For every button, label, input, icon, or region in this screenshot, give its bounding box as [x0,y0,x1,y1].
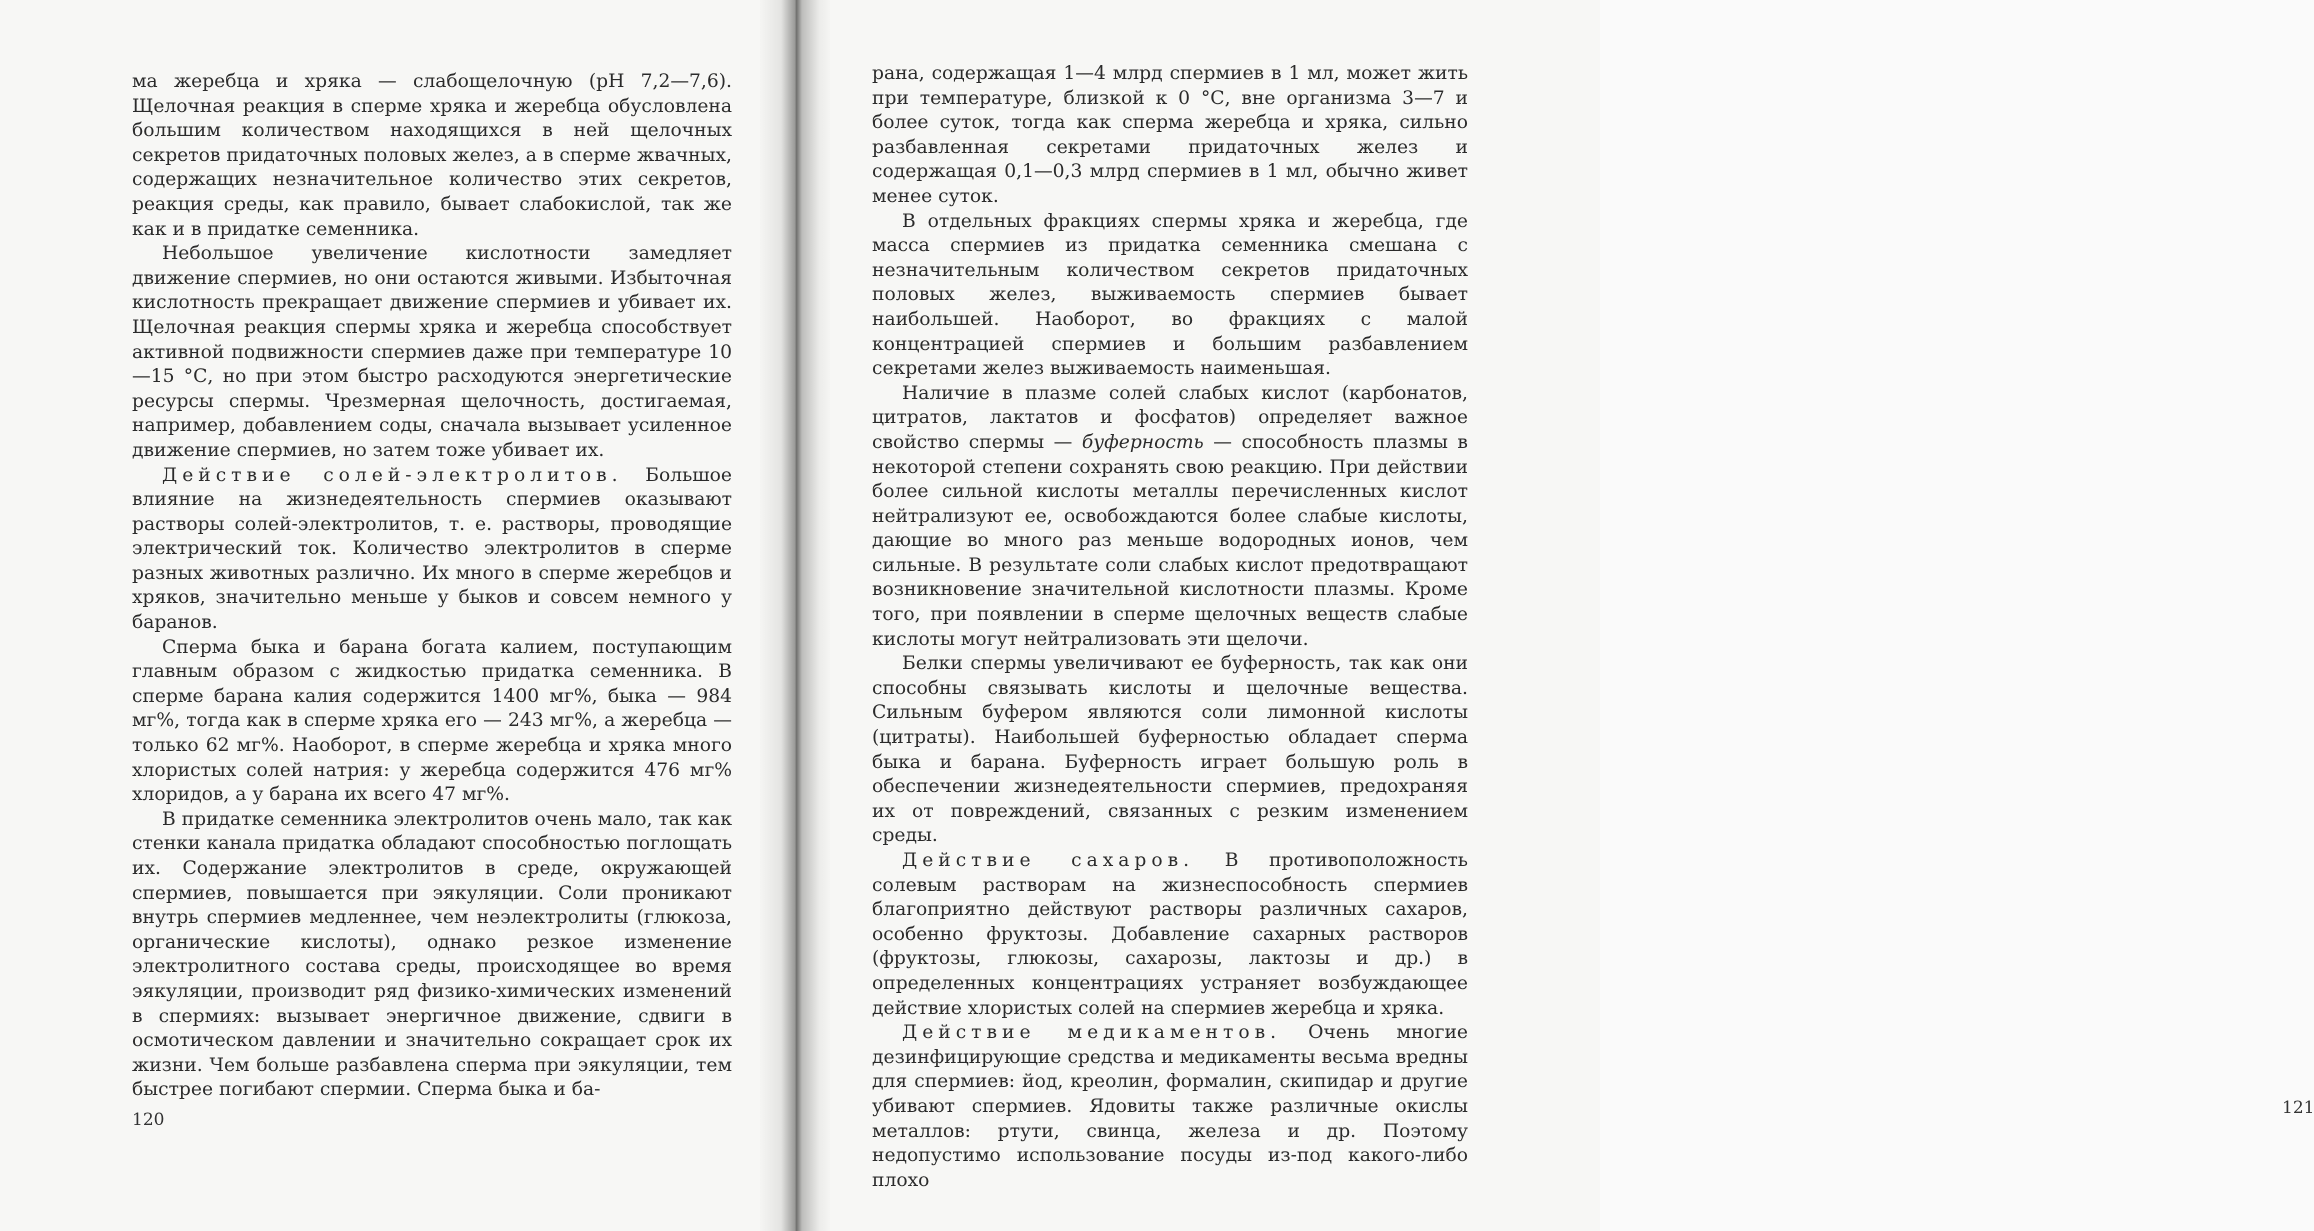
italic-term: буферность [1081,431,1204,453]
paragraph [132,464,732,636]
paragraph-body: В противоположность солевым растворам на жизнеспособность спермиев благоприятно действуют растворы различных сахаров, особенно фруктозы. Добавление сахарных растворов (фруктозы, глюкозы, сахарозы, лактозы и др.) в определенных концентрациях устраняет возбуждающее действие хлористых солей на спермиев жеребца и хряка. [872,850,1468,1019]
section-heading: Действие медикаментов. [902,1022,1282,1044]
heading-tail: Большое [645,464,732,486]
paragraph [872,1021,1468,1193]
right-page-text [872,62,1468,1193]
section-heading: Действие сахаров. [902,850,1195,871]
left-page-text [132,70,732,1103]
page-number: 120 [132,1110,165,1130]
paragraph: В отдельных фракциях спермы хряка и жеребца, где масса спермиев из придатка семенника смешана с незначительным количеством секретов придаточных половых желез, выживаемость спермиев бывает наибольшей. Наоборот, во фракциях с малой концентрацией спермиев и большим разбавлением секретами желез выживаемость наименьшая. [872,210,1468,380]
section-heading: Действие солей-электролитов. [162,464,623,486]
paragraph-body: влияние на жизнедеятельность спермиев оказывают растворы солей-электролитов, т. е. растворы, проводящие электрический ток. Количество электролитов в сперме разных животных различно. Их много в сперме жеребцов и хряков, значительно меньше у быков и совсем немного у баранов. [132,489,732,634]
paragraph-body: Наличие в плазме солей слабых кислот (карбонатов, цитратов, лактатов и фосфатов) определяет важное свойство спермы — [872,382,1468,453]
paragraph: Небольшое увеличение кислотности замедляет движение спермиев, но они остаются живыми. Избыточная кислотность прекращает движение спермиев и убивает их. Щелочная реакция спермы хряка и жеребца способствует активной подвижности спермиев даже при температуре 10—15 °С, но при этом быстро расходуются энергетические ресурсы спермы. Чрезмерная щелочность, достигаемая, например, добавлением соды, сначала вызывает усиленное движение спермиев, но затем тоже убивает их. [132,243,732,461]
paragraph: рана, содержащая 1—4 млрд спермиев в 1 мл, может жить при температуре, близкой к 0 °С, вне организма 3—7 и более суток, тогда как сперма жеребца и хряка, сильно разбавленная секретами придаточных желез и содержащая 0,1—0,3 млрд спермиев в 1 мл, обычно живет менее суток. [872,63,1468,207]
paragraph: Белки спермы увеличивают ее буферность, так как они способны связывать кислоты и щелочные вещества. Сильным буфером являются соли лимонной кислоты (цитраты). Наибольшей буферностью обладает сперма быка и барана. Буферность играет большую роль в обеспечении жизнедеятельности спермиев, предохраняя их от повреждений, связанных с резким изменением среды. [872,653,1468,847]
paragraph-body: — способность плазмы в некоторой степени сохранять свою реакцию. При действии более сильной кислоты металлы перечисленных кислот нейтрализуют ее, освобождаются более слабые кислоты, дающие во много раз меньше водородных ионов, чем сильные. В результате соли слабых кислот предотвращают возникновение значительной кислотности плазмы. Кроме того, при появлении в сперме щелочных веществ слабые кислоты могут нейтрализовать эти щелочи. [872,431,1468,650]
left-page [0,0,790,1231]
paragraph: Сперма быка и барана богата калием, поступающим главным образом с жидкостью придатка семенника. В сперме барана калия содержится 1400 мг%, быка — 984 мг%, тогда как в сперме хряка его — 243 мг%, а жеребца — только 62 мг%. Наоборот, в сперме жеребца и хряка много хлористых солей натрия: у жеребца содержится 476 мг% хлоридов, а у барана их всего 47 мг%. [132,636,732,806]
paragraph-body: Очень многие дезинфицирующие средства и медикаменты весьма вредны для спермиев: йод, креолин, формалин, скипидар и другие убивают спермиев. Ядовиты также различные окислы металлов: ртути, свинца, железа и др. Поэтому недопустимо использование посуды из-под какого-либо плохо [872,1022,1468,1191]
paragraph [872,849,1468,1021]
paragraph [872,382,1468,653]
paragraph: В придатке семенника электролитов очень мало, так как стенки канала придатка обладают способностью поглощать их. Содержание электролитов в среде, окружающей спермиев, повышается при эякуляции. Соли проникают внутрь спермиев медленнее, чем неэлектролиты (глюкоза, органические кислоты), однако резкое изменение электролитного состава среды, происходящее во время эякуляции, производит ряд физико-химических изменений в спермиях: вызывает энергичное движение, сдвиги в осмотическом давлении и значительно сокращает срок их жизни. Чем больше разбавлена сперма при эякуляции, тем быстрее погибают спермии. Сперма быка и ба- [132,808,732,1101]
paragraph: ма жеребца и хряка — слабощелочную (pH 7,2—7,6). Щелочная реакция в сперме хряка и жеребца обусловлена большим количеством находящихся в ней щелочных секретов придаточных половых желез, а в сперме жвачных, содержащих незначительное количество этих секретов, реакция среды, как правило, бывает слабокислой, так же как и в придатке семенника. [132,71,732,240]
page-number: 121 [2282,1098,2314,1118]
